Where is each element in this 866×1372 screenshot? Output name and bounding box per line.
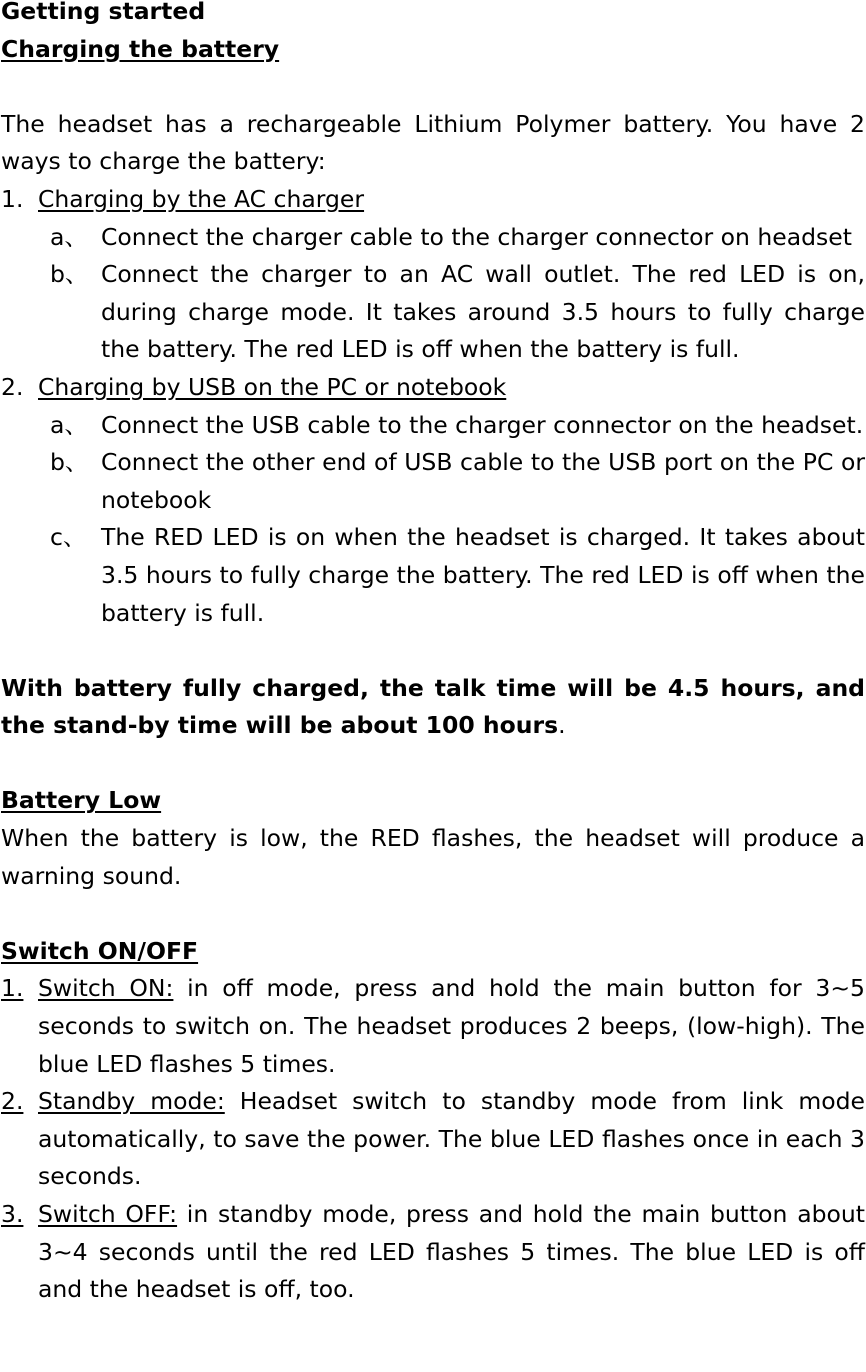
list-marker: c、 <box>50 523 87 552</box>
switch-on-label: Switch ON: <box>38 974 174 1003</box>
standby-mode-label: Standby mode: <box>38 1087 225 1116</box>
list-marker: a、 <box>50 222 88 251</box>
battery-low-text: When the battery is low, the RED flashes, the headset will produce a warning sound. <box>1 824 865 890</box>
charging-intro: The headset has a rechargeable Lithium Polymer battery. You have 2 ways to charge the battery: <box>1 109 865 176</box>
list-marker: b、 <box>50 260 89 289</box>
list-item <box>1 970 865 1083</box>
method-title-usb: Charging by USB on the PC or notebook <box>38 372 507 401</box>
standby-mode-text: Headset switch to standby mode from link mode automatically, to save the power. The blue LED flashes once in each 3 seconds. <box>38 1087 865 1191</box>
list-item <box>1 1196 865 1309</box>
section-title-switch: Switch ON/OFF <box>1 936 199 965</box>
charging-method-usb <box>1 369 865 407</box>
battery-note <box>1 670 865 745</box>
list-item-text: Connect the charger to an AC wall outlet. The red LED is on, during charge mode. It takes around 3.5 hours to fully charge the battery. The red LED is off when the battery is full. <box>101 260 865 364</box>
list-marker: b、 <box>50 448 89 477</box>
charging-method-ac <box>1 181 865 219</box>
document-page <box>1 0 865 1309</box>
list-item <box>1 407 865 445</box>
list-item-text: The RED LED is on when the headset is charged. It takes about 3.5 hours to fully charge the battery. The red LED is off when the battery is full. <box>101 523 865 627</box>
section-title-battery-low: Battery Low <box>1 786 162 815</box>
list-item <box>1 1083 865 1196</box>
list-item <box>1 519 865 632</box>
list-item <box>1 256 865 369</box>
list-item-text: Connect the other end of USB cable to the USB port on the PC or notebook <box>101 448 865 514</box>
list-number: 2. <box>1 1087 24 1116</box>
page-heading: Getting started <box>1 0 206 25</box>
list-item <box>1 219 865 257</box>
list-item-text: Connect the charger cable to the charger connector on headset <box>101 222 852 251</box>
battery-note-end: . <box>558 711 566 740</box>
list-number: 2. <box>1 372 24 401</box>
switch-off-text: in standby mode, press and hold the main button about 3~4 seconds until the red LED flashes 5 times. The blue LED is off and the headset is off, too. <box>38 1200 865 1304</box>
switch-on-text: in off mode, press and hold the main button for 3~5 seconds to switch on. The headset produces 2 beeps, (low-high). The blue LED flashes 5 times. <box>38 974 865 1078</box>
list-number: 3. <box>1 1200 24 1228</box>
battery-note-bold: With battery fully charged, the talk time will be 4.5 hours, and the stand-by time will be about 100 hours <box>1 673 865 740</box>
list-number: 1. <box>1 184 24 213</box>
list-item <box>1 444 865 519</box>
list-number: 1. <box>1 974 24 1003</box>
section-title-charging: Charging the battery <box>1 34 280 63</box>
method-title-ac: Charging by the AC charger <box>38 184 365 213</box>
switch-off-label: Switch OFF: <box>38 1200 178 1228</box>
list-item-text: Connect the USB cable to the charger connector on the headset. <box>101 410 864 439</box>
list-marker: a、 <box>50 410 88 439</box>
